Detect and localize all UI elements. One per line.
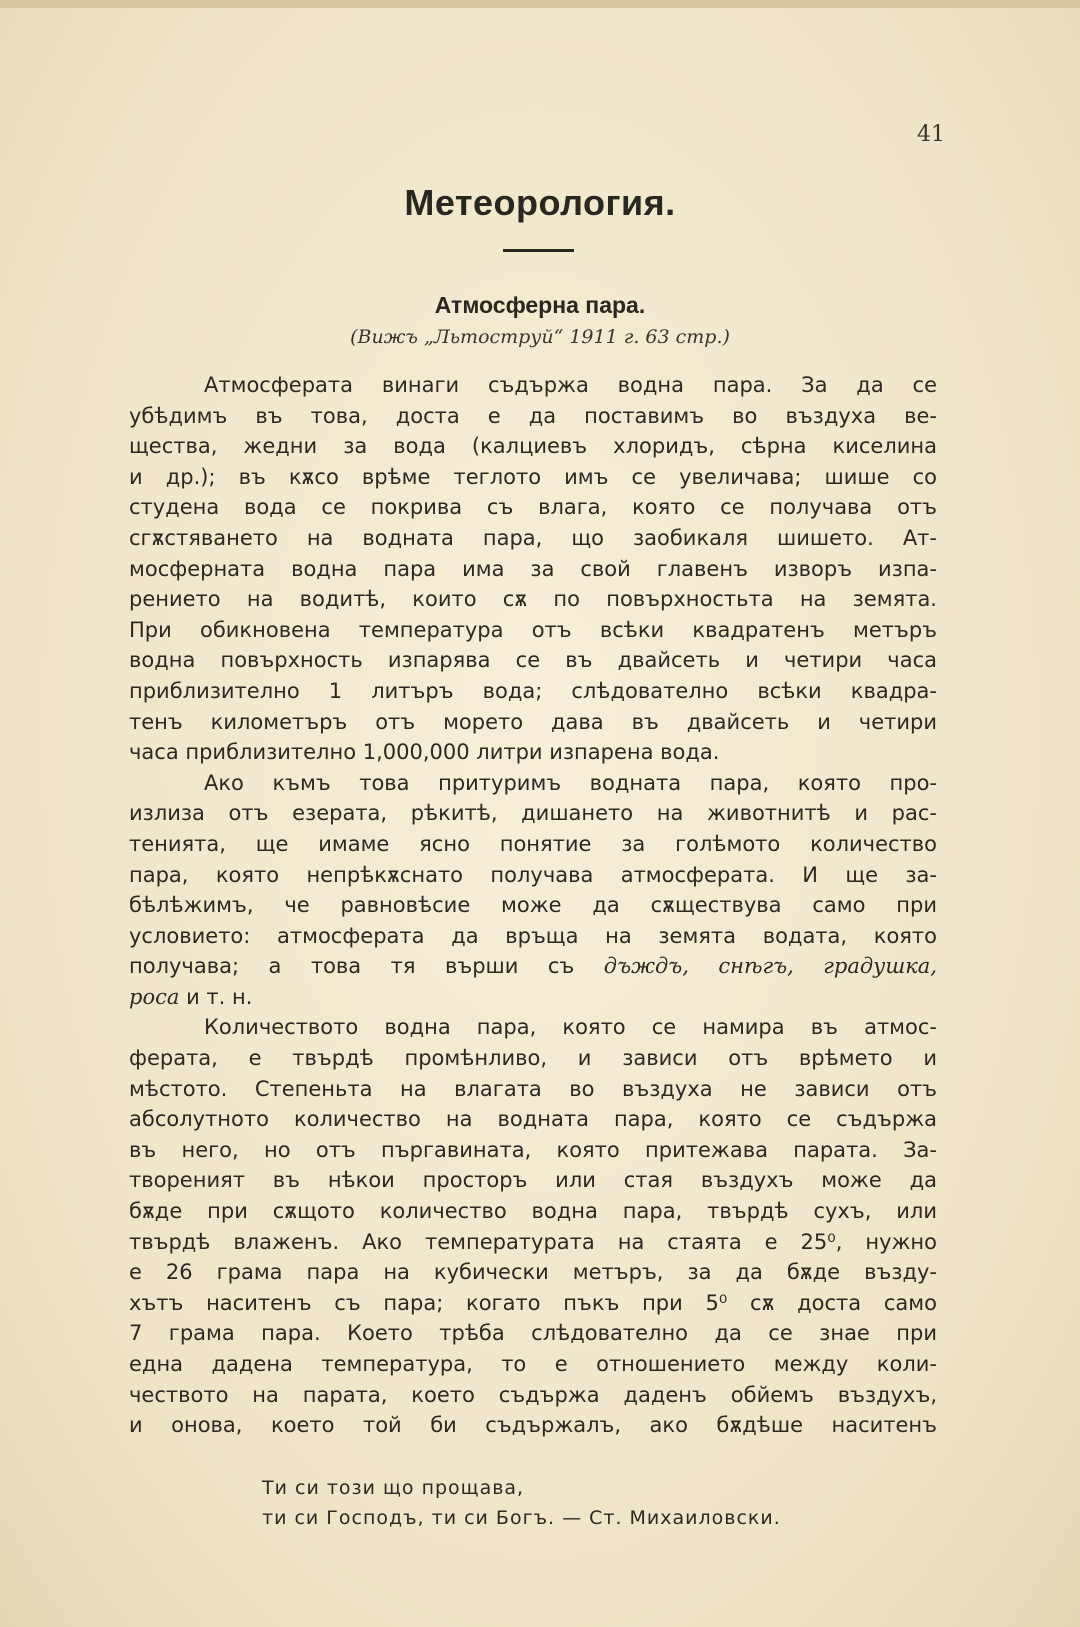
- text-line: [129, 982, 937, 1013]
- text-line: часа приблизително 1,000,000 литри изпарена вода.: [129, 740, 720, 765]
- page-top-edge: [0, 0, 1080, 8]
- text-line: бѣлѣжимъ, че равновѣсие може да сѫществува само при: [129, 893, 937, 918]
- text-line: При обикновена температура отъ всѣки квадратенъ метъръ: [129, 617, 937, 642]
- text-fragment: и т. н.: [186, 984, 253, 1009]
- text-line: приблизително 1 литъръ вода; слѣдователно всѣки квадра-: [129, 678, 937, 703]
- text-line: е 26 грама пара на кубически метъръ, за да бѫде възду-: [129, 1260, 937, 1285]
- text-line: мосферната водна пара има за свой главенъ изворъ изпа-: [129, 556, 937, 581]
- verse-quote: [262, 1473, 781, 1533]
- text-line: хътъ наситенъ съ пара; когато пъкъ при 5⁰ сѫ доста само: [129, 1290, 937, 1315]
- page-number: 41: [917, 122, 945, 147]
- italic-fragment: дъждъ, снѣгъ, градушка,: [603, 954, 937, 979]
- title-divider: [503, 249, 574, 252]
- text-line: условието: атмосферата да връща на земята водата, която: [129, 923, 937, 948]
- text-line: студена вода се покрива съ влага, която се получава отъ: [129, 495, 937, 520]
- text-line: сгѫстяването на водната пара, що заобикаля шишето. Ат-: [129, 525, 937, 550]
- text-line: мѣстото. Степеньта на влагата во въздуха не зависи отъ: [129, 1076, 937, 1101]
- text-line: и др.); въ кѫсо врѣме теглото имъ се увеличава; шише со: [129, 464, 937, 489]
- text-line: твърдѣ влаженъ. Ако температурата на стаята е 25⁰, нужно: [129, 1229, 937, 1254]
- text-line: [129, 951, 937, 982]
- text-line: бѫде при сѫщото количество водна пара, твърдѣ сухъ, или: [129, 1199, 937, 1224]
- text-line: Атмосферата винаги съдържа водна пара. За да се: [204, 373, 937, 397]
- text-line: тенията, ще имаме ясно понятие за голѣмото количество: [129, 831, 937, 856]
- text-line: абсолутното количество на водната пара, която се съдържа: [129, 1107, 937, 1132]
- text-line: рението на водитѣ, които сѫ по повърхностьта на земята.: [129, 587, 937, 612]
- text-line: твореният въ нѣкои просторъ или стая въздухъ може да: [129, 1168, 937, 1193]
- text-line: щества, жедни за вода (калциевъ хлоридъ, сѣрна киселина: [129, 434, 937, 459]
- chapter-title: Метеорология.: [404, 182, 676, 223]
- text-fragment: получава; а това тя върши съ: [129, 954, 575, 979]
- italic-fragment: роса: [129, 984, 180, 1009]
- section-reference: (Вижъ „Льтоструй“ 1911 г. 63 стр.): [350, 326, 730, 348]
- text-line: въ него, но отъ пъргавината, която притежава парата. За-: [129, 1137, 937, 1162]
- text-line: излиза отъ езерата, рѣкитѣ, дишането на животнитѣ и рас-: [129, 801, 937, 826]
- verse-line: ти си Господъ, ти си Богъ. — Ст. Михаиловски.: [262, 1507, 781, 1529]
- verse-line: Ти си този що прощава,: [262, 1477, 525, 1499]
- body-text: [129, 370, 937, 1441]
- text-line: водна повърхность изпарява се въ двайсеть и четири часа: [129, 648, 937, 673]
- text-line: 7 грама пара. Което трѣба слѣдователно да се знае при: [129, 1321, 937, 1346]
- text-line: чеството на парата, което съдържа даденъ обйемъ въздухъ,: [129, 1382, 937, 1407]
- text-line: една дадена температура, то е отношението между коли-: [129, 1352, 937, 1376]
- text-line: ферата, е твърдѣ промѣнливо, и зависи отъ врѣмето и: [129, 1046, 937, 1071]
- text-line: убѣдимъ въ това, доста е да поставимъ во въздуха ве-: [129, 403, 937, 428]
- text-line: Ако къмъ това притуримъ водната пара, която про-: [204, 770, 937, 795]
- text-line: и онова, което той би съдържалъ, ако бѫдѣше наситенъ: [129, 1413, 937, 1438]
- text-line: тенъ километъръ отъ морето дава въ двайсеть и четири: [129, 709, 937, 734]
- text-line: пара, която непрѣкѫснато получава атмосферата. И ще за-: [129, 862, 937, 887]
- section-title: Атмосферна пара.: [434, 292, 646, 318]
- text-line: Количеството водна пара, която се намира въ атмос-: [204, 1015, 937, 1040]
